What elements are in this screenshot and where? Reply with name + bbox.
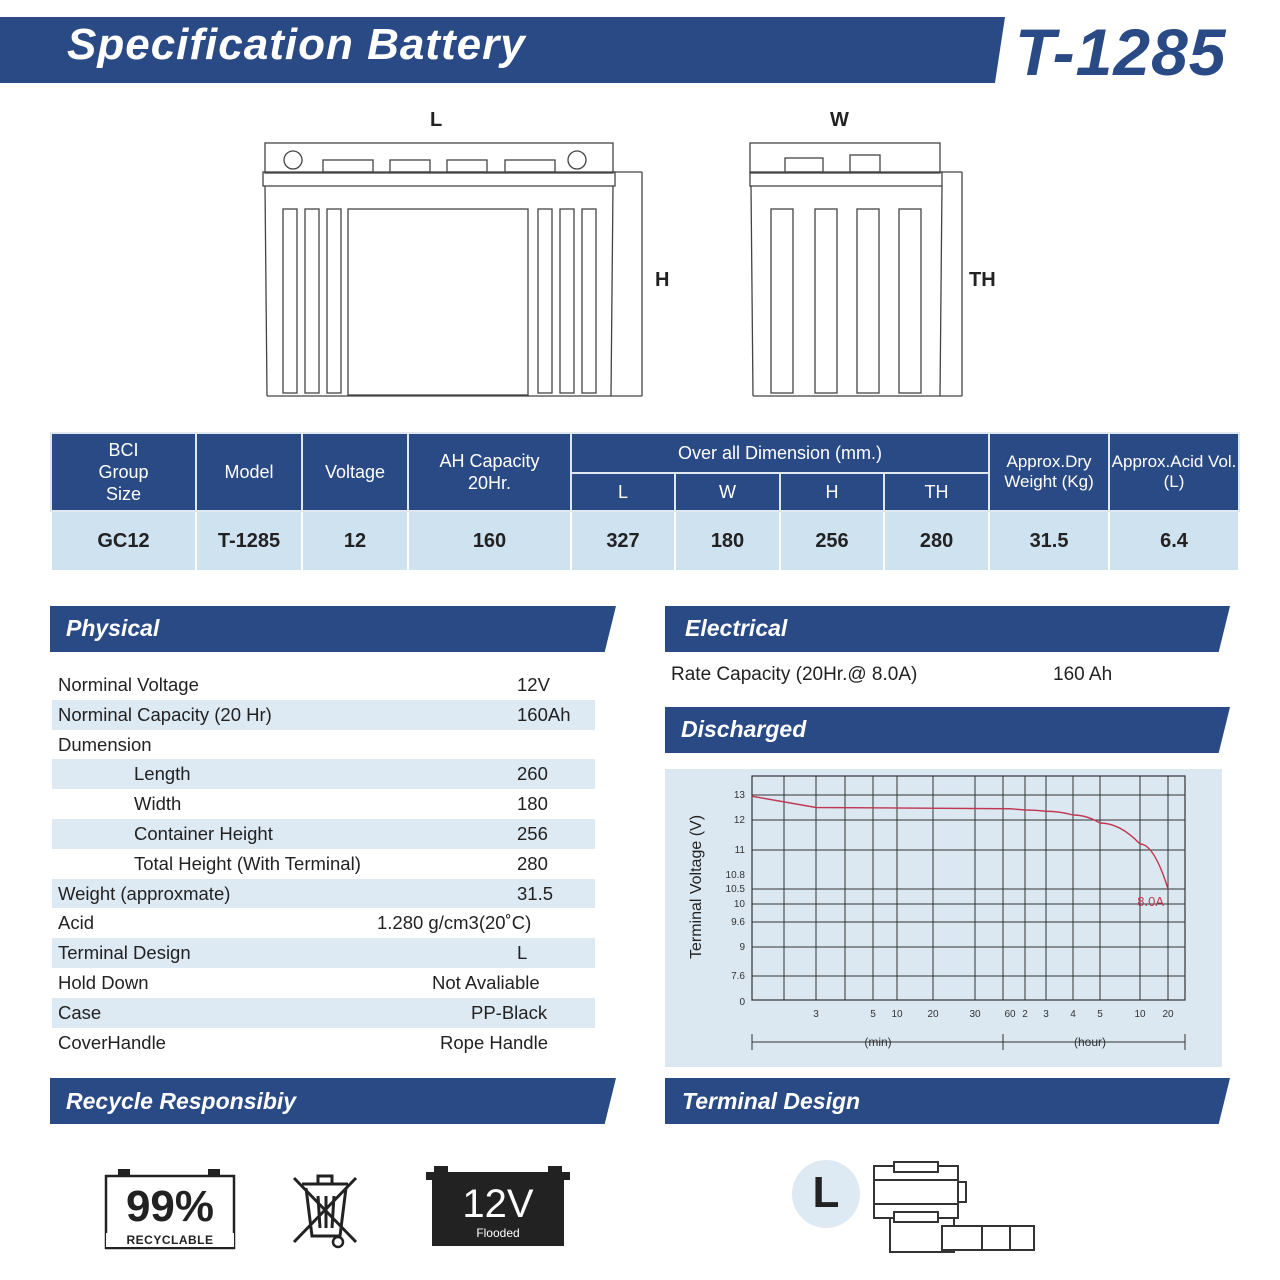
physical-label: Dumension [58,733,152,755]
rate-capacity-value: 160 Ah [1053,664,1113,685]
recycle-title: Recycle Responsibiy [66,1088,297,1114]
chart-y-tick-label: 11 [734,845,745,856]
chart-x-unit-min: (min) [864,1035,892,1049]
physical-value: 180 [517,793,548,815]
terminal-letter: L [812,1168,840,1217]
physical-list [52,670,595,1057]
chart-y-tick-label: 9 [739,942,745,953]
list-item [52,938,595,968]
chart-y-tick-label: 7.6 [731,971,745,982]
header-acid-volume: Approx.Acid Vol. (L) [1109,433,1239,511]
physical-value: 31.5 [517,882,554,904]
dimension-label-l: L [430,109,443,131]
physical-label: Total Height (With Terminal) [134,852,361,874]
physical-label: Hold Down [58,971,149,993]
chart-x-tick-label: 30 [969,1009,981,1020]
physical-label: Length [134,763,191,785]
cell-weight: 31.5 [989,511,1109,571]
chart-x-tick-label: 2 [1022,1009,1028,1020]
chart-x-tick-label: 10 [1134,1009,1146,1020]
battery-front-drawing [255,138,655,403]
spec-table [50,432,1240,572]
list-item [52,908,595,938]
chart-x-tick-label: 4 [1070,1009,1076,1020]
terminal-title: Terminal Design [682,1088,861,1114]
physical-value: 280 [517,852,548,874]
chart-x-tick-label: 10 [891,1009,903,1020]
list-item [52,1028,595,1058]
crossed-out-bin-icon [286,1170,366,1250]
chart-y-tick-label: 10 [733,899,745,910]
list-item [52,998,595,1028]
chart-x-tick-label: 60 [1004,1009,1016,1020]
list-item [52,700,595,730]
header-dimension: Over all Dimension (mm.) [571,433,989,473]
physical-label: Weight (approxmate) [58,882,231,904]
header-bci: BCI Group Size [51,433,196,511]
header-dry-weight: Approx.Dry Weight (Kg) [989,433,1109,511]
dimension-label-w: W [830,109,849,131]
list-item [52,968,595,998]
cell-dim-th: 280 [884,511,989,571]
header-dim-th: TH [884,473,989,511]
physical-title: Physical [66,615,160,641]
physical-label: Width [134,793,182,815]
electrical-title: Electrical [685,615,788,641]
chart-x-tick-label: 20 [927,1009,939,1020]
list-item [52,849,595,879]
cell-acid: 6.4 [1109,511,1239,571]
chart-x-unit-hour: (hour) [1073,1035,1107,1049]
cell-ah: 160 [408,511,571,571]
chart-y-tick-label: 10.8 [725,870,745,881]
model-title: T-1285 [1015,15,1227,89]
chart-y-tick-label: 12 [733,815,745,826]
page-title: Specification Battery [67,20,526,69]
discharged-title: Discharged [681,716,807,742]
chart-x-tick-label: 5 [870,1009,876,1020]
physical-value: Not Avaliable [432,971,540,993]
physical-value: 1.280 g/cm3(20˚C) [377,912,532,934]
list-item [52,759,595,789]
list-item [52,879,595,909]
physical-label: Norminal Capacity (20 Hr) [58,703,272,725]
header-dim-w: W [675,473,780,511]
table-row [51,511,1239,571]
chart-y-tick-label: 13 [733,790,745,801]
list-item [52,789,595,819]
discharge-chart [665,769,1222,1067]
rate-capacity-label: Rate Capacity (20Hr.@ 8.0A) [671,664,918,685]
header-ah-capacity: AH Capacity 20Hr. [408,433,571,511]
physical-value: 260 [517,763,548,785]
cell-voltage: 12 [302,511,408,571]
cell-dim-l: 327 [571,511,675,571]
physical-value: PP-Black [471,1001,548,1023]
physical-label: Acid [58,912,94,934]
battery-flooded-label: Flooded [476,1226,520,1240]
header-model: Model [196,433,302,511]
physical-label: Norminal Voltage [58,674,199,695]
cell-bci: GC12 [51,511,196,571]
physical-value: L [517,942,528,964]
physical-value: 256 [517,822,548,844]
battery-side-drawing [745,138,975,403]
chart-series-line [752,796,1168,889]
cell-dim-w: 180 [675,511,780,571]
list-item [52,819,595,849]
chart-x-tick-label: 3 [813,1009,819,1020]
header-voltage: Voltage [302,433,408,511]
header-dim-l: L [571,473,675,511]
dimension-label-h: H [655,269,670,291]
physical-label: Container Height [134,822,273,844]
chart-y-axis-label: Terminal Voltage (V) [688,814,705,960]
chart-x-tick-label: 5 [1097,1009,1103,1020]
chart-frame [752,776,1185,1000]
header-dim-h: H [780,473,884,511]
physical-value: 12V [517,674,550,695]
list-item [52,730,595,760]
list-item [52,670,595,700]
cell-dim-h: 256 [780,511,884,571]
physical-label: Terminal Design [58,942,191,964]
battery-voltage-label: 12V [462,1182,534,1226]
cell-model: T-1285 [196,511,302,571]
physical-value: 160Ah [517,703,571,725]
l-terminal-icon [864,1160,1039,1258]
physical-label: Case [58,1001,102,1023]
physical-label: CoverHandle [58,1031,166,1053]
chart-y-tick-label: 10.5 [725,884,745,895]
chart-series-label: 8.0A [1137,894,1164,909]
chart-y-tick-label: 9.6 [731,917,745,928]
recyclable-percent: 99% [125,1182,215,1231]
chart-x-tick-label: 3 [1043,1009,1049,1020]
physical-value: Rope Handle [440,1031,548,1053]
dimension-label-th: TH [969,269,996,291]
recyclable-text: RECYCLABLE [106,1233,234,1247]
chart-x-tick-label: 20 [1162,1009,1174,1020]
chart-y-tick-label: 0 [739,997,745,1008]
